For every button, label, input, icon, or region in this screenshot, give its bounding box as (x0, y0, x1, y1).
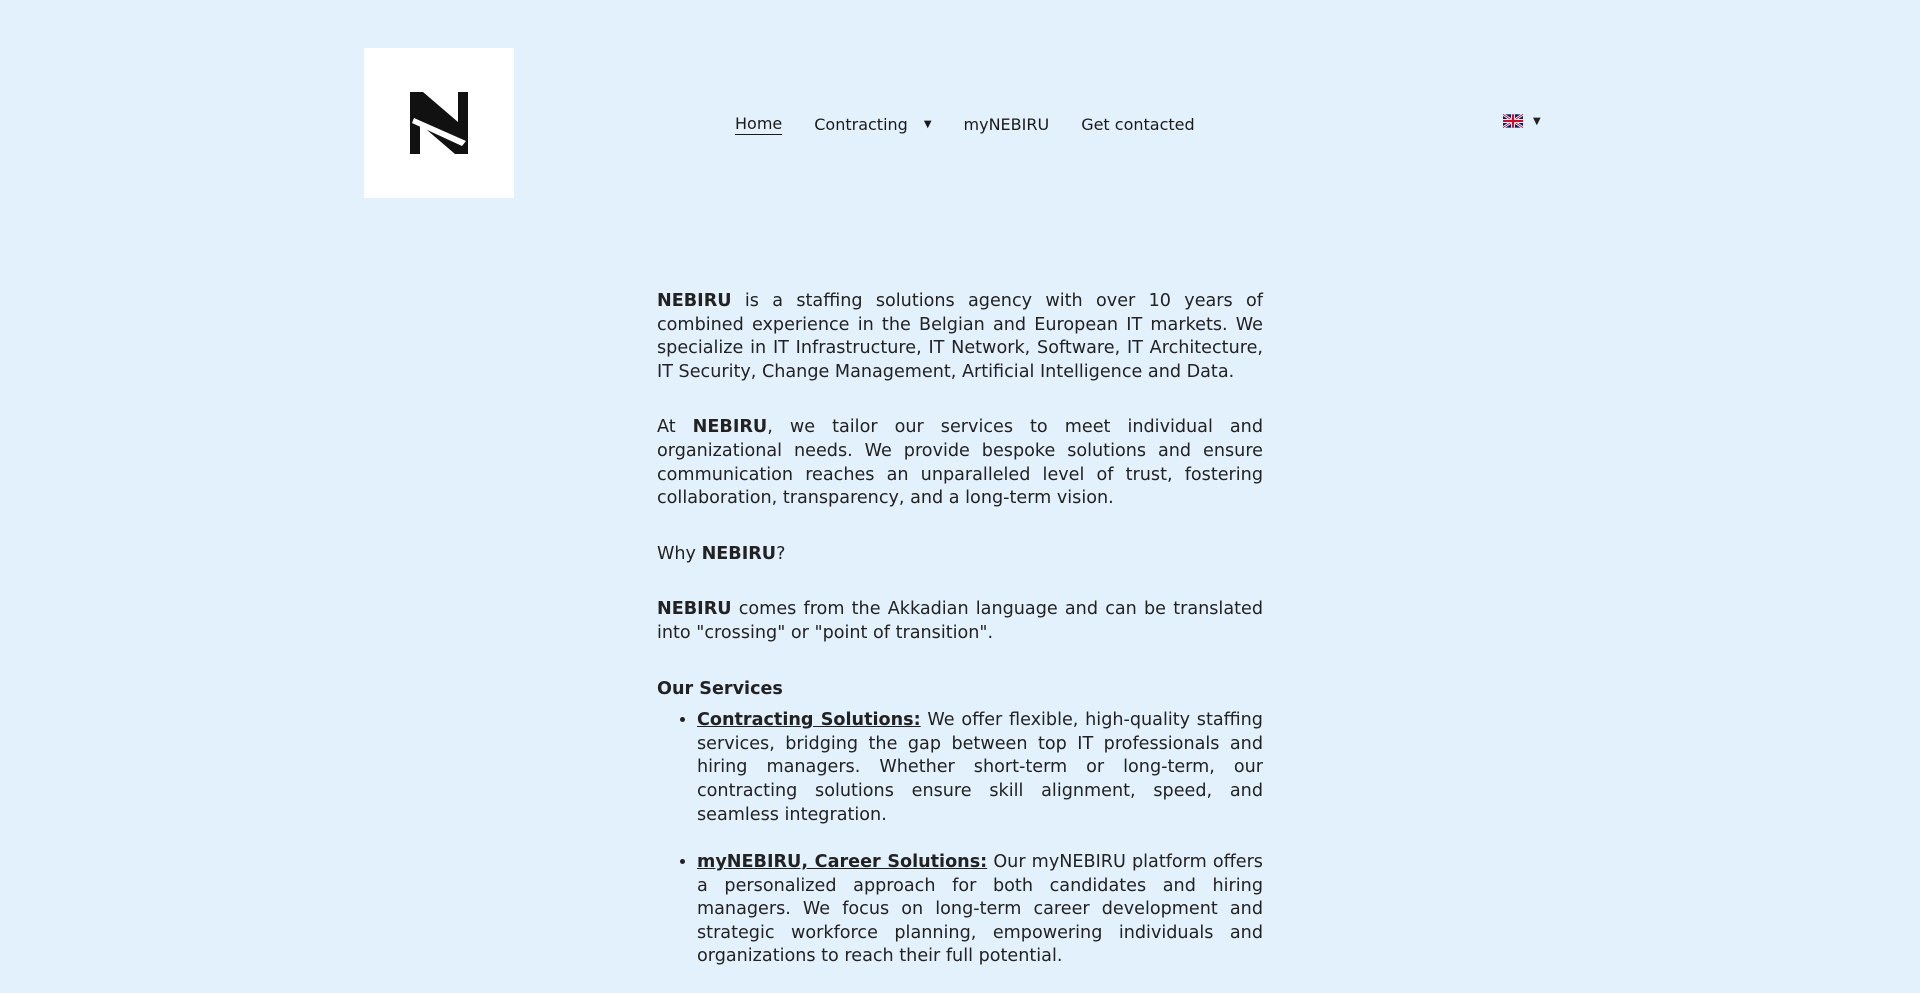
list-item (697, 709, 1263, 827)
why-prefix: Why (657, 543, 702, 564)
site-header (0, 0, 1920, 200)
tailor-prefix: At (657, 417, 693, 438)
intro-text: is a staffing solutions agency with over 10 years of combined experience in the Belgian and European IT markets. We specialize in IT Infrastructure, IT Network, Software, IT Architecture, IT Security, Change Management, Artificial Intelligence and Data. (657, 291, 1263, 382)
n-logo-icon (410, 92, 468, 154)
intro-paragraph (657, 290, 1263, 384)
main-content (657, 290, 1263, 993)
service-text: We offer flexible, high-quality staffing services, bridging the gap between top IT professionals and hiring managers. Whether short-term or long-term, our contracting solutions ensure skill alignment, speed, and seamless integration. (697, 710, 1263, 825)
nav-contracting-label: Contracting (814, 114, 908, 134)
list-item (697, 851, 1263, 969)
why-heading (657, 543, 1263, 567)
caret-down-icon[interactable]: ▼ (1533, 115, 1541, 127)
service-title-contracting: Contracting Solutions: (697, 710, 921, 731)
tailor-paragraph (657, 416, 1263, 510)
uk-flag-icon (1503, 114, 1523, 128)
brand-name: NEBIRU (692, 417, 768, 438)
nav-home[interactable] (735, 114, 782, 135)
services-list (657, 709, 1263, 969)
brand-name: NEBIRU (657, 599, 732, 620)
logo[interactable] (364, 48, 514, 198)
nav-mynebiru-label: myNEBIRU (963, 114, 1050, 134)
service-title-mynebiru: myNEBIRU, Career Solutions: (697, 852, 988, 873)
language-selector[interactable] (1503, 114, 1541, 128)
meaning-paragraph (657, 598, 1263, 645)
nav-get-contacted[interactable] (1081, 115, 1194, 134)
nav-home-label: Home (735, 113, 783, 133)
nav-mynebiru[interactable] (964, 115, 1050, 134)
caret-down-icon[interactable]: ▼ (923, 118, 932, 130)
why-suffix: ? (776, 543, 786, 564)
brand-name: NEBIRU (701, 543, 777, 564)
main-nav (735, 110, 1227, 138)
service-text: Our myNEBIRU platform offers a personalized approach for both candidates and hiring managers. We focus on long-term career development and strategic workforce planning, empowering individuals and organizations to reach their full potential. (697, 852, 1263, 967)
meaning-text: comes from the Akkadian language and can be translated into "crossing" or "point of transition". (657, 599, 1263, 643)
services-title: Our Services (657, 678, 783, 699)
tailor-text: , we tailor our services to meet individual and organizational needs. We provide bespoke solutions and ensure communication reaches an unparalleled level of trust, fostering collaboration, transparency, and a long-term vision. (657, 417, 1263, 509)
brand-name: NEBIRU (657, 291, 732, 311)
nav-get-contacted-label: Get contacted (1081, 114, 1195, 134)
nav-contracting[interactable] (814, 115, 931, 134)
